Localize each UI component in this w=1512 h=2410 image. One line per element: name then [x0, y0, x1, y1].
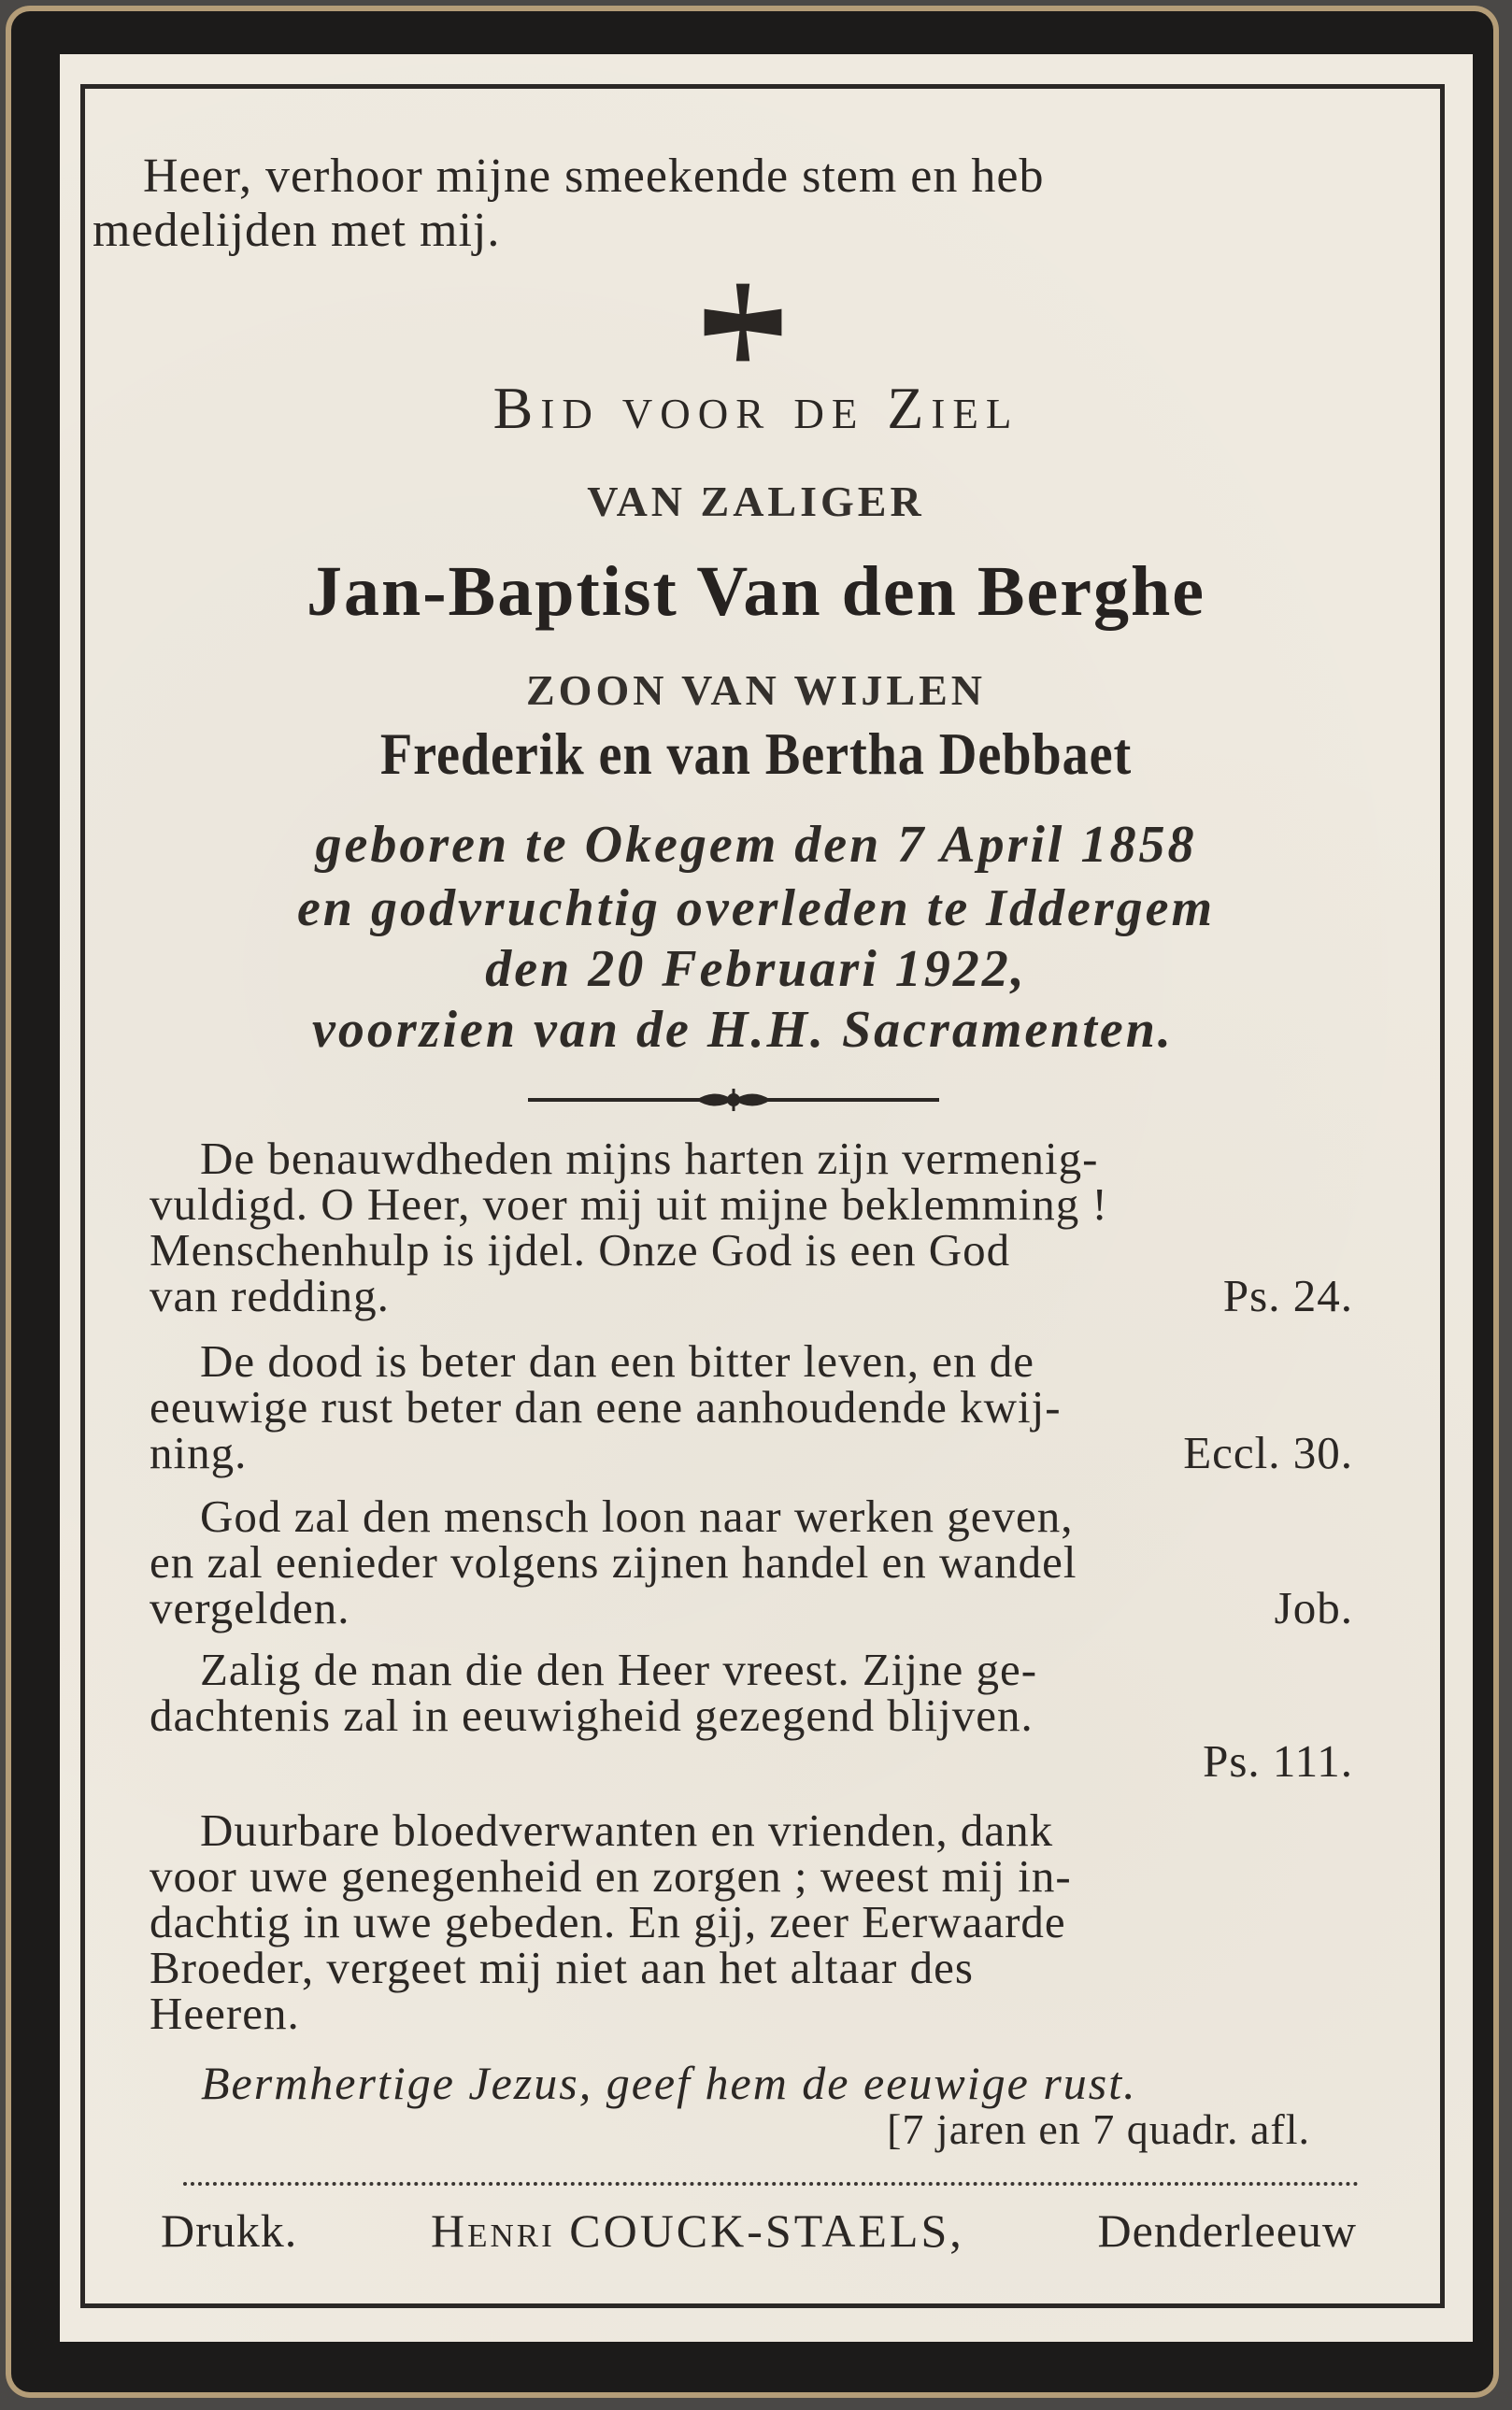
verse-5-line-4: Broeder, vergeet mij niet aan het altaar des: [150, 1942, 974, 1993]
parents-names: Frederik en van Bertha Debbaet: [379, 720, 1133, 787]
sacraments-line: voorzien van de H.H. Sacramenten.: [312, 1001, 1174, 1059]
verse-5-line-2: voor uwe genegenheid en zorgen ; weest mij in-: [150, 1850, 1072, 1902]
verse-2-last-row: [150, 1427, 1353, 1478]
verse-1-reference: Ps. 24.: [1222, 1270, 1353, 1321]
verse-3-last-line: vergelden.: [150, 1582, 350, 1633]
verse-3: [150, 1490, 1353, 1633]
verse-4-last-row: [150, 1735, 1353, 1787]
verse-4: [150, 1644, 1353, 1787]
verse-3-reference: Job.: [1274, 1582, 1353, 1633]
verse-2-reference: Eccl. 30.: [1183, 1427, 1353, 1478]
verse-1-last-row: [150, 1270, 1353, 1321]
verse-1: [150, 1135, 1353, 1319]
opening-prayer-line-2: medelijden met mij.: [93, 204, 501, 257]
printer-prefix: Drukk.: [161, 2204, 298, 2257]
verse-3-line-2: en zal eenieder volgens zijnen handel en wandel: [150, 1536, 1077, 1588]
death-line: en godvruchtig overleden te Iddergem: [296, 879, 1216, 937]
printer-city: Denderleeuw: [1097, 2204, 1357, 2257]
verse-1-line-3: Menschenhulp is ijdel. Onze God is een God: [150, 1224, 1011, 1276]
birth-line: geboren te Okegem den 7 April 1858: [315, 816, 1197, 874]
dotted-rule: [183, 2182, 1359, 2186]
verse-5-line-3: dachtig in uwe gebeden. En gij, zeer Eerwaarde: [150, 1896, 1066, 1947]
verse-5-line-1: Duurbare bloedverwanten en vrienden, dank: [200, 1804, 1054, 1856]
verse-1-last-line: van redding.: [150, 1270, 390, 1321]
relation-label: ZOON VAN WIJLEN: [525, 666, 986, 714]
verse-4-line-2: dachtenis zal in eeuwigheid gezegend blijven.: [150, 1690, 1034, 1741]
verse-2-line-1: De dood is beter dan een bitter leven, en de: [200, 1335, 1035, 1387]
verse-5: [150, 1804, 1353, 2039]
verse-1-line-2: vuldigd. O Heer, voer mij uit mijne beklemming !: [150, 1178, 1108, 1230]
verse-5-last-row: [150, 1988, 1353, 2039]
verse-5-last-line: Heeren.: [150, 1988, 300, 2039]
verse-4-line-1: Zalig de man die den Heer vreest. Zijne ge-: [200, 1644, 1038, 1695]
verse-2: [150, 1335, 1353, 1478]
ornamental-divider: [528, 1086, 939, 1114]
closing-prayer: Bermhertige Jezus, geef hem de eeuwige rust.: [201, 2057, 1137, 2109]
verse-2-line-2: eeuwige rust beter dan eene aanhoudende kwij-: [150, 1381, 1062, 1433]
heading-subtitle: VAN ZALIGER: [587, 478, 925, 525]
cross-pattee-icon: [701, 280, 785, 364]
verse-1-line-1: De benauwdheden mijns harten zijn vermenig-: [200, 1133, 1099, 1184]
verse-4-reference: Ps. 111.: [1203, 1735, 1353, 1787]
opening-prayer-line-1: Heer, verhoor mijne smeekende stem en heb: [143, 150, 1045, 203]
deceased-name: Jan-Baptist Van den Berghe: [306, 552, 1206, 631]
printer-name: Henri COUCK-STAELS,: [430, 2204, 964, 2257]
verse-3-line-1: God zal den mensch loon naar werken geven,: [200, 1490, 1074, 1542]
opening-prayer: [93, 150, 1352, 258]
indulgence-note: [7 jaren en 7 quadr. afl.: [887, 2105, 1310, 2153]
heading-title: Bid voor de Ziel: [492, 375, 1020, 441]
printer-credit: [161, 2203, 1357, 2258]
verse-2-last-line: ning.: [150, 1427, 248, 1478]
death-date-line: den 20 Februari 1922,: [485, 940, 1027, 998]
verse-3-last-row: [150, 1582, 1353, 1633]
